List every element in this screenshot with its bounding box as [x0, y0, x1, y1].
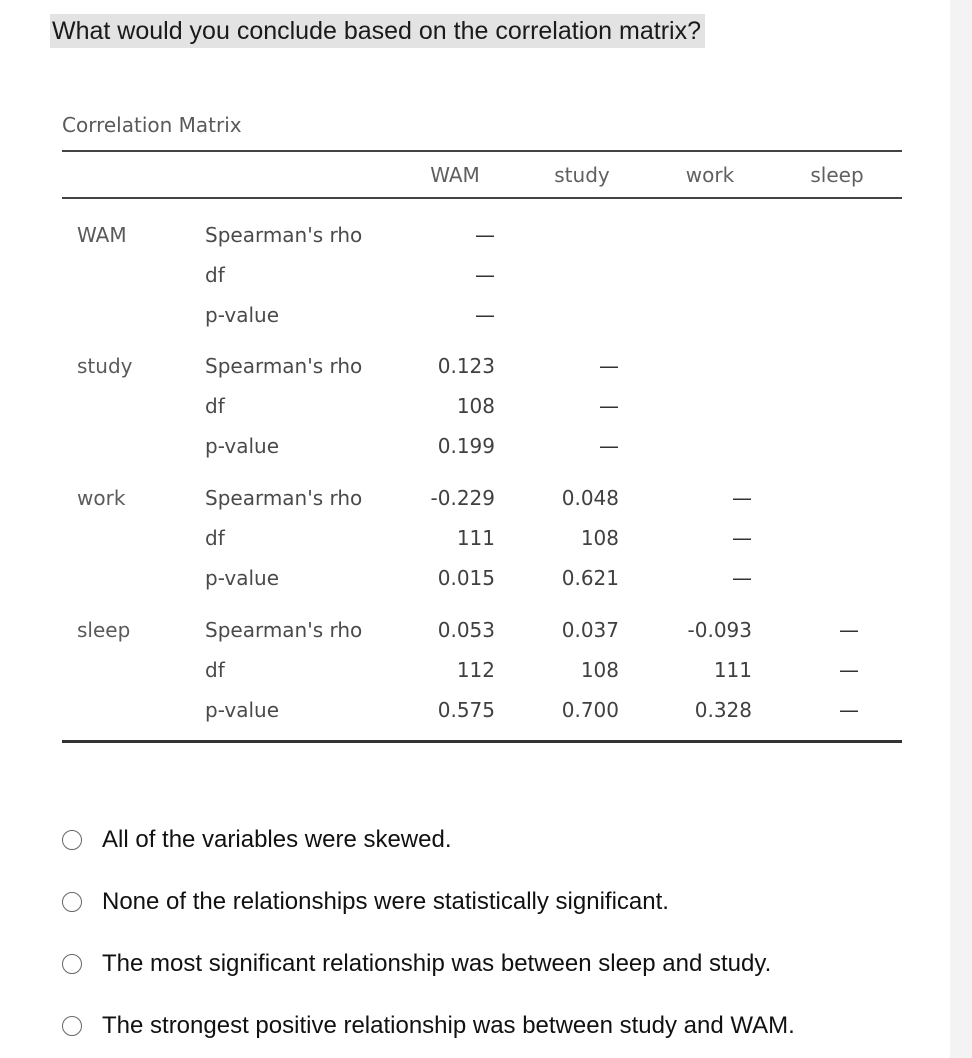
table-cell: — — [475, 303, 495, 327]
table-cell: 112 — [456, 658, 495, 682]
table-cell: 0.053 — [437, 618, 495, 642]
answer-option-4[interactable] — [62, 1006, 912, 1046]
question-text: What would you conclude based on the correlation matrix? — [50, 14, 705, 48]
stat-label-rho: Spearman's rho — [205, 486, 363, 510]
table-header-rule — [62, 197, 902, 199]
table-cell: 108 — [580, 658, 619, 682]
column-header-study: study — [554, 163, 610, 187]
radio-button-icon[interactable] — [62, 954, 82, 974]
row-label-study: study — [77, 354, 133, 378]
stat-label-p: p-value — [205, 303, 280, 327]
answer-option-label[interactable]: None of the relationships were statistically significant. — [102, 888, 669, 915]
scrollbar-track[interactable] — [950, 0, 972, 1058]
table-cell: — — [732, 486, 752, 510]
matrix-title: Correlation Matrix — [62, 113, 242, 137]
table-cell: 111 — [456, 526, 495, 550]
radio-button-icon[interactable] — [62, 892, 82, 912]
column-header-wam: WAM — [430, 163, 480, 187]
answer-option-label[interactable]: The most significant relationship was between sleep and study. — [102, 950, 772, 977]
table-cell: — — [475, 263, 495, 287]
table-cell: — — [599, 394, 619, 418]
table-cell: 108 — [456, 394, 495, 418]
table-cell: — — [839, 698, 859, 722]
table-cell: 0.015 — [437, 566, 495, 590]
stat-label-p: p-value — [205, 566, 280, 590]
stat-label-df: df — [205, 263, 225, 287]
table-cell: 0.328 — [694, 698, 752, 722]
row-label-work: work — [77, 486, 126, 510]
row-label-wam: WAM — [77, 223, 127, 247]
stat-label-rho: Spearman's rho — [205, 618, 363, 642]
stat-label-df: df — [205, 526, 225, 550]
table-cell: 0.700 — [561, 698, 619, 722]
table-cell: 0.621 — [561, 566, 619, 590]
table-cell: 0.575 — [437, 698, 495, 722]
column-header-sleep: sleep — [810, 163, 864, 187]
stat-label-p: p-value — [205, 434, 280, 458]
table-cell: — — [475, 223, 495, 247]
table-cell: 0.048 — [561, 486, 619, 510]
table-top-rule — [62, 150, 902, 152]
table-cell: -0.093 — [687, 618, 752, 642]
table-cell: 108 — [580, 526, 619, 550]
table-cell: — — [839, 658, 859, 682]
row-label-sleep: sleep — [77, 618, 131, 642]
stat-label-rho: Spearman's rho — [205, 223, 363, 247]
radio-button-icon[interactable] — [62, 830, 82, 850]
column-header-work: work — [685, 163, 735, 187]
answer-option-3[interactable] — [62, 944, 912, 984]
table-cell: — — [599, 354, 619, 378]
table-cell: — — [839, 618, 859, 642]
stat-label-p: p-value — [205, 698, 280, 722]
table-bottom-rule — [62, 740, 902, 743]
stat-label-df: df — [205, 658, 225, 682]
table-cell: 0.037 — [561, 618, 619, 642]
answer-option-label[interactable]: All of the variables were skewed. — [102, 826, 452, 853]
correlation-matrix-table — [62, 110, 902, 750]
stat-label-df: df — [205, 394, 225, 418]
stat-label-rho: Spearman's rho — [205, 354, 363, 378]
answer-option-1[interactable] — [62, 820, 912, 860]
table-cell: 0.123 — [437, 354, 495, 378]
table-cell: -0.229 — [430, 486, 495, 510]
answer-option-label[interactable]: The strongest positive relationship was between study and WAM. — [102, 1012, 795, 1039]
answer-option-2[interactable] — [62, 882, 912, 922]
radio-button-icon[interactable] — [62, 1016, 82, 1036]
table-cell: — — [732, 566, 752, 590]
table-cell: 0.199 — [437, 434, 495, 458]
table-cell: — — [732, 526, 752, 550]
table-cell: 111 — [713, 658, 752, 682]
table-cell: — — [599, 434, 619, 458]
